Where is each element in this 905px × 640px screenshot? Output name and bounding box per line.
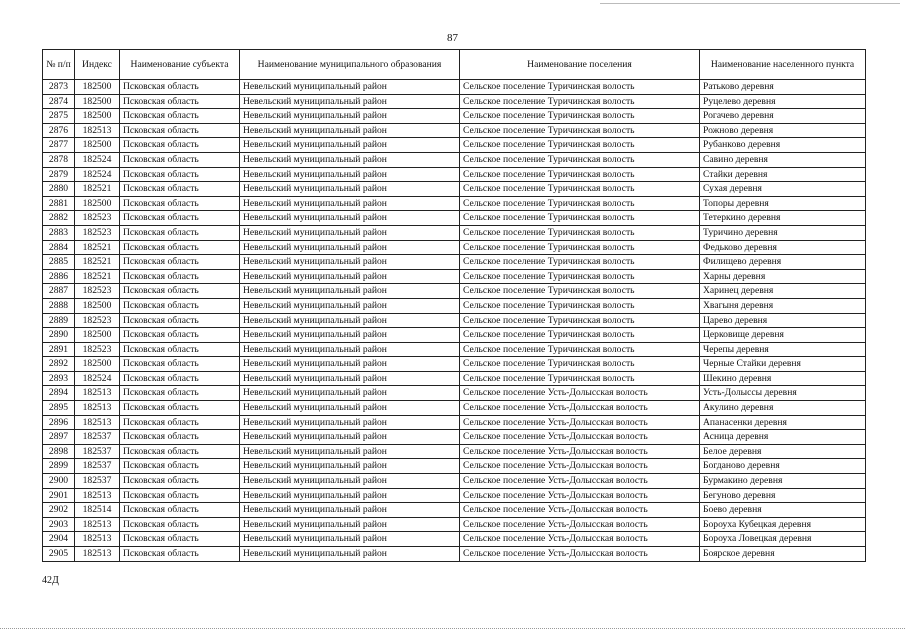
cell-municipality: Невельский муниципальный район [240,371,460,386]
cell-locality: Филищево деревня [700,255,866,270]
cell-subject: Псковская область [120,532,240,547]
cell-subject: Псковская область [120,488,240,503]
cell-index: 182523 [75,211,120,226]
cell-index: 182523 [75,225,120,240]
cell-subject: Псковская область [120,255,240,270]
table-row [43,415,866,430]
cell-num: 2898 [43,444,75,459]
cell-index: 182523 [75,284,120,299]
table-row [43,357,866,372]
cell-municipality: Невельский муниципальный район [240,211,460,226]
cell-subject: Псковская область [120,298,240,313]
col-header-num: № п/п [43,50,75,80]
cell-index: 182500 [75,109,120,124]
cell-subject: Псковская область [120,211,240,226]
cell-locality: Савино деревня [700,152,866,167]
cell-subject: Псковская область [120,167,240,182]
cell-settlement: Сельское поселение Туричинская волость [460,182,700,197]
cell-index: 182537 [75,430,120,445]
table-header-row [43,50,866,80]
cell-settlement: Сельское поселение Туричинская волость [460,357,700,372]
table-row [43,255,866,270]
cell-municipality: Невельский муниципальный район [240,94,460,109]
cell-index: 182500 [75,94,120,109]
cell-subject: Псковская область [120,152,240,167]
table-row [43,240,866,255]
table-row [43,211,866,226]
cell-settlement: Сельское поселение Усть-Долысская волость [460,532,700,547]
cell-locality: Бороуха Кубецкая деревня [700,517,866,532]
cell-subject: Псковская область [120,196,240,211]
table-row [43,444,866,459]
cell-municipality: Невельский муниципальный район [240,255,460,270]
cell-index: 182514 [75,503,120,518]
cell-index: 182513 [75,123,120,138]
cell-subject: Псковская область [120,225,240,240]
cell-num: 2887 [43,284,75,299]
cell-municipality: Невельский муниципальный район [240,474,460,489]
cell-municipality: Невельский муниципальный район [240,430,460,445]
cell-settlement: Сельское поселение Усть-Долысская волость [460,517,700,532]
cell-settlement: Сельское поселение Усть-Долысская волость [460,459,700,474]
cell-subject: Псковская область [120,240,240,255]
cell-municipality: Невельский муниципальный район [240,459,460,474]
cell-subject: Псковская область [120,182,240,197]
cell-locality: Бурмакино деревня [700,474,866,489]
table-row [43,313,866,328]
cell-locality: Рогачево деревня [700,109,866,124]
cell-municipality: Невельский муниципальный район [240,357,460,372]
cell-settlement: Сельское поселение Усть-Долысская волость [460,386,700,401]
cell-settlement: Сельское поселение Усть-Долысская волость [460,503,700,518]
table-row [43,225,866,240]
table-row [43,328,866,343]
table-row [43,182,866,197]
cell-municipality: Невельский муниципальный район [240,167,460,182]
cell-locality: Усть-Долыссы деревня [700,386,866,401]
cell-locality: Черные Стайки деревня [700,357,866,372]
cell-num: 2900 [43,474,75,489]
cell-locality: Рожново деревня [700,123,866,138]
cell-settlement: Сельское поселение Туричинская волость [460,196,700,211]
cell-subject: Псковская область [120,357,240,372]
cell-num: 2881 [43,196,75,211]
cell-settlement: Сельское поселение Туричинская волость [460,255,700,270]
cell-locality: Царево деревня [700,313,866,328]
cell-locality: Церковище деревня [700,328,866,343]
table-row [43,547,866,562]
table-row [43,401,866,416]
cell-subject: Псковская область [120,109,240,124]
cell-settlement: Сельское поселение Усть-Долысская волость [460,547,700,562]
cell-index: 182500 [75,138,120,153]
cell-num: 2878 [43,152,75,167]
table-row [43,109,866,124]
scan-edge-bottom [0,628,905,630]
cell-num: 2883 [43,225,75,240]
cell-locality: Руцелево деревня [700,94,866,109]
col-header-subject: Наименование субъекта [120,50,240,80]
cell-num: 2905 [43,547,75,562]
cell-index: 182500 [75,298,120,313]
cell-subject: Псковская область [120,313,240,328]
cell-num: 2873 [43,80,75,95]
table-row [43,342,866,357]
cell-settlement: Сельское поселение Усть-Долысская волость [460,488,700,503]
cell-municipality: Невельский муниципальный район [240,298,460,313]
cell-settlement: Сельское поселение Усть-Долысская волость [460,430,700,445]
cell-locality: Харинец деревня [700,284,866,299]
cell-settlement: Сельское поселение Усть-Долысская волость [460,444,700,459]
cell-locality: Бороуха Ловецкая деревня [700,532,866,547]
cell-municipality: Невельский муниципальный район [240,532,460,547]
cell-subject: Псковская область [120,371,240,386]
cell-municipality: Невельский муниципальный район [240,196,460,211]
cell-num: 2899 [43,459,75,474]
table-row [43,459,866,474]
cell-locality: Акулино деревня [700,401,866,416]
cell-settlement: Сельское поселение Туричинская волость [460,109,700,124]
cell-num: 2892 [43,357,75,372]
cell-locality: Асница деревня [700,430,866,445]
table-row [43,269,866,284]
cell-num: 2902 [43,503,75,518]
cell-num: 2896 [43,415,75,430]
cell-locality: Тетеркино деревня [700,211,866,226]
cell-subject: Псковская область [120,138,240,153]
cell-locality: Черепы деревня [700,342,866,357]
cell-num: 2904 [43,532,75,547]
cell-municipality: Невельский муниципальный район [240,415,460,430]
cell-municipality: Невельский муниципальный район [240,225,460,240]
cell-municipality: Невельский муниципальный район [240,152,460,167]
table-row [43,167,866,182]
cell-index: 182537 [75,474,120,489]
cell-num: 2901 [43,488,75,503]
table-row [43,371,866,386]
cell-locality: Стайки деревня [700,167,866,182]
cell-index: 182524 [75,167,120,182]
cell-num: 2894 [43,386,75,401]
cell-municipality: Невельский муниципальный район [240,488,460,503]
table-row [43,152,866,167]
cell-num: 2893 [43,371,75,386]
cell-settlement: Сельское поселение Туричинская волость [460,211,700,226]
cell-num: 2879 [43,167,75,182]
cell-settlement: Сельское поселение Туричинская волость [460,269,700,284]
col-header-index: Индекс [75,50,120,80]
cell-municipality: Невельский муниципальный район [240,284,460,299]
cell-index: 182521 [75,255,120,270]
cell-subject: Псковская область [120,430,240,445]
page-number: 87 [447,32,458,44]
cell-settlement: Сельское поселение Туричинская волость [460,371,700,386]
cell-settlement: Сельское поселение Туричинская волость [460,225,700,240]
cell-municipality: Невельский муниципальный район [240,269,460,284]
cell-subject: Псковская область [120,503,240,518]
cell-municipality: Невельский муниципальный район [240,109,460,124]
cell-subject: Псковская область [120,415,240,430]
cell-num: 2884 [43,240,75,255]
cell-settlement: Сельское поселение Усть-Долысская волость [460,415,700,430]
cell-settlement: Сельское поселение Туричинская волость [460,167,700,182]
cell-index: 182513 [75,415,120,430]
table-row [43,386,866,401]
cell-locality: Хвагыня деревня [700,298,866,313]
cell-locality: Сухая деревня [700,182,866,197]
cell-subject: Псковская область [120,284,240,299]
cell-settlement: Сельское поселение Туричинская волость [460,313,700,328]
cell-municipality: Невельский муниципальный район [240,80,460,95]
cell-num: 2874 [43,94,75,109]
cell-num: 2888 [43,298,75,313]
cell-num: 2880 [43,182,75,197]
cell-num: 2897 [43,430,75,445]
cell-index: 182500 [75,196,120,211]
cell-index: 182513 [75,386,120,401]
cell-locality: Туричино деревня [700,225,866,240]
cell-municipality: Невельский муниципальный район [240,547,460,562]
cell-index: 182537 [75,444,120,459]
cell-num: 2885 [43,255,75,270]
cell-municipality: Невельский муниципальный район [240,138,460,153]
cell-subject: Псковская область [120,269,240,284]
cell-num: 2903 [43,517,75,532]
cell-subject: Псковская область [120,328,240,343]
cell-locality: Ратьково деревня [700,80,866,95]
cell-municipality: Невельский муниципальный район [240,240,460,255]
cell-municipality: Невельский муниципальный район [240,328,460,343]
cell-locality: Рубанково деревня [700,138,866,153]
cell-locality: Боярское деревня [700,547,866,562]
cell-index: 182513 [75,547,120,562]
cell-num: 2889 [43,313,75,328]
cell-settlement: Сельское поселение Туричинская волость [460,342,700,357]
cell-subject: Псковская область [120,342,240,357]
cell-subject: Псковская область [120,123,240,138]
cell-settlement: Сельское поселение Туричинская волость [460,94,700,109]
table-row [43,517,866,532]
table-row [43,430,866,445]
table-row [43,503,866,518]
cell-settlement: Сельское поселение Усть-Долысская волость [460,401,700,416]
cell-index: 182500 [75,328,120,343]
table-body [43,80,866,562]
cell-locality: Боево деревня [700,503,866,518]
table-row [43,80,866,95]
col-header-settlement: Наименование поселения [460,50,700,80]
table-row [43,123,866,138]
cell-settlement: Сельское поселение Туричинская волость [460,284,700,299]
cell-num: 2882 [43,211,75,226]
cell-index: 182513 [75,401,120,416]
cell-municipality: Невельский муниципальный район [240,386,460,401]
cell-settlement: Сельское поселение Туричинская волость [460,298,700,313]
settlements-table [42,49,866,562]
cell-index: 182523 [75,313,120,328]
cell-num: 2895 [43,401,75,416]
cell-index: 182537 [75,459,120,474]
cell-num: 2876 [43,123,75,138]
col-header-locality: Наименование населенного пункта [700,50,866,80]
cell-municipality: Невельский муниципальный район [240,503,460,518]
cell-index: 182524 [75,152,120,167]
footer-code: 42Д [42,575,59,586]
scan-edge-top [600,3,900,5]
cell-index: 182513 [75,517,120,532]
table-row [43,532,866,547]
cell-num: 2877 [43,138,75,153]
cell-index: 182500 [75,357,120,372]
cell-settlement: Сельское поселение Туричинская волость [460,152,700,167]
cell-index: 182513 [75,532,120,547]
cell-index: 182500 [75,80,120,95]
cell-subject: Псковская область [120,517,240,532]
table-row [43,94,866,109]
cell-index: 182521 [75,240,120,255]
cell-num: 2890 [43,328,75,343]
cell-municipality: Невельский муниципальный район [240,182,460,197]
cell-locality: Харны деревня [700,269,866,284]
cell-index: 182513 [75,488,120,503]
cell-subject: Псковская область [120,547,240,562]
cell-num: 2875 [43,109,75,124]
cell-municipality: Невельский муниципальный район [240,123,460,138]
table-row [43,284,866,299]
cell-num: 2886 [43,269,75,284]
cell-subject: Псковская область [120,444,240,459]
cell-municipality: Невельский муниципальный район [240,342,460,357]
cell-subject: Псковская область [120,401,240,416]
cell-municipality: Невельский муниципальный район [240,401,460,416]
cell-index: 182521 [75,182,120,197]
cell-municipality: Невельский муниципальный район [240,313,460,328]
table-row [43,488,866,503]
cell-locality: Федьково деревня [700,240,866,255]
cell-settlement: Сельское поселение Усть-Долысская волость [460,474,700,489]
cell-settlement: Сельское поселение Туричинская волость [460,240,700,255]
cell-locality: Топоры деревня [700,196,866,211]
cell-index: 182523 [75,342,120,357]
cell-settlement: Сельское поселение Туричинская волость [460,80,700,95]
table-row [43,196,866,211]
cell-subject: Псковская область [120,80,240,95]
cell-index: 182524 [75,371,120,386]
cell-locality: Апанасенки деревня [700,415,866,430]
table-row [43,298,866,313]
table-header [43,50,866,80]
cell-municipality: Невельский муниципальный район [240,517,460,532]
col-header-municipality: Наименование муниципального образования [240,50,460,80]
cell-locality: Белое деревня [700,444,866,459]
cell-settlement: Сельское поселение Туричинская волость [460,123,700,138]
cell-subject: Псковская область [120,386,240,401]
cell-index: 182521 [75,269,120,284]
cell-subject: Псковская область [120,94,240,109]
table-row [43,138,866,153]
table-row [43,474,866,489]
cell-subject: Псковская область [120,474,240,489]
cell-settlement: Сельское поселение Туричинская волость [460,138,700,153]
cell-locality: Шекино деревня [700,371,866,386]
cell-num: 2891 [43,342,75,357]
cell-municipality: Невельский муниципальный район [240,444,460,459]
cell-subject: Псковская область [120,459,240,474]
cell-locality: Богданово деревня [700,459,866,474]
cell-settlement: Сельское поселение Туричинская волость [460,328,700,343]
cell-locality: Бегуново деревня [700,488,866,503]
